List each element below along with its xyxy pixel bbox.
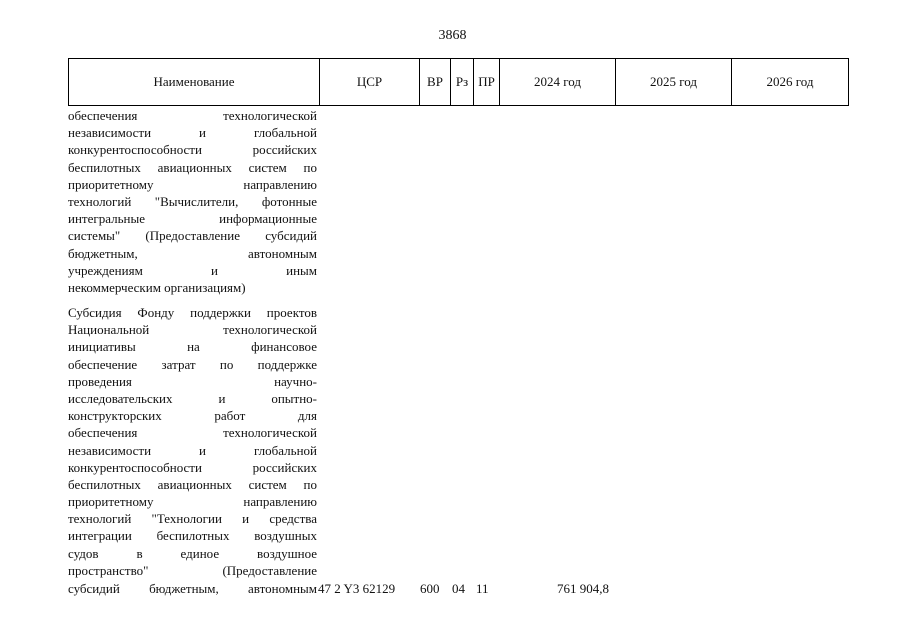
text-line: судов в единое воздушное	[68, 545, 317, 561]
text-line: бюджетным, автономным	[68, 245, 317, 261]
text-line: Национальной технологической	[68, 322, 317, 338]
text-line: беспилотных авиационных систем по	[68, 159, 317, 175]
text-line: исследовательских и опытно-	[68, 390, 317, 406]
header-rz: Рз	[451, 59, 474, 105]
row-rz-cell: 04	[452, 581, 465, 596]
row-2024-amount-cell: 761 904,8	[557, 581, 609, 596]
text-line: обеспечения технологической	[68, 425, 317, 441]
text-line: Субсидия Фонду поддержки проектов	[68, 305, 317, 320]
text-line: технологий "Технологии и средства	[68, 511, 317, 527]
text-line: некоммерческим организациям)	[68, 279, 246, 295]
text-line: приоритетному направлению	[68, 176, 317, 192]
text-line: независимости и глобальной	[68, 442, 317, 458]
text-line: обеспечение затрат по поддержке	[68, 356, 317, 372]
text-line: инициативы на финансовое	[68, 339, 317, 355]
row-name-cell: субсидий бюджетным, автономным	[68, 581, 317, 596]
text-line: обеспечения технологической	[68, 108, 317, 123]
row-csr-cell: 47 2 Y3 62129	[318, 581, 396, 596]
text-line: пространство" (Предоставление	[68, 562, 317, 578]
text-line: технологий "Вычислители, фотонные	[68, 193, 317, 209]
text-line: беспилотных авиационных систем по	[68, 476, 317, 492]
text-line: интеграции беспилотных воздушных	[68, 528, 317, 544]
item-description-subsidy	[68, 304, 317, 579]
row-pr-cell: 11	[476, 581, 489, 596]
text-line: конструкторских работ для	[68, 408, 317, 424]
text-line: интегральные информационные	[68, 211, 317, 227]
text-line: учреждениям и иным	[68, 262, 317, 278]
page-number: 3868	[438, 28, 467, 43]
text-line: приоритетному направлению	[68, 494, 317, 510]
header-name: Наименование	[69, 59, 320, 105]
table-header	[68, 58, 849, 106]
header-year-2024: 2024 год	[500, 59, 616, 105]
item-description-continued	[68, 107, 317, 296]
header-year-2025: 2025 год	[616, 59, 732, 105]
text-line: системы" (Предоставление субсидий	[68, 228, 317, 244]
header-pr: ПР	[474, 59, 500, 105]
text-line: независимости и глобальной	[68, 125, 317, 141]
text-line: конкурентоспособности российских	[68, 142, 317, 158]
header-year-2026: 2026 год	[766, 74, 814, 89]
text-line: конкурентоспособности российских	[68, 459, 317, 475]
header-vr: ВР	[420, 59, 451, 105]
header-csr: ЦСР	[320, 59, 420, 105]
row-vr-cell: 600	[420, 581, 440, 596]
text-line: проведения научно-	[68, 373, 317, 389]
